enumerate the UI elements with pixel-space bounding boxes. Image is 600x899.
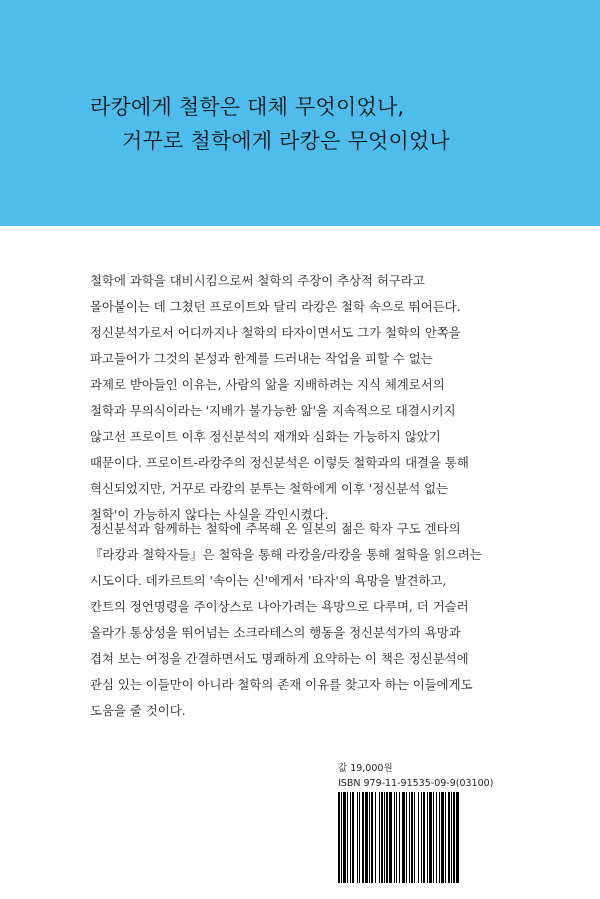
paragraph-line: 철학'이 가능하지 않다는 사실을 각인시켰다.	[90, 507, 329, 522]
paragraph-line: 때문이다. 프로이트-라캉주의 정신분석은 이렇듯 철학과의 대결을 통해	[90, 455, 469, 470]
price-label: 값 19,000원	[338, 763, 393, 774]
paragraph-line: 혁신되었지만, 거꾸로 라캉의 분투는 철학에게 이후 '정신분석 없는	[90, 481, 449, 496]
price-isbn-block	[338, 761, 493, 791]
description-paragraph-1	[90, 268, 530, 528]
isbn-label: ISBN 979-11-91535-09-9(03100)	[338, 778, 494, 789]
paragraph-line: 정신분석가로서 어디까지나 철학의 타자이면서도 그가 철학의 안쪽을	[90, 325, 461, 340]
paragraph-line: 관심 있는 이들만이 아니라 철학의 존재 이유를 찾고자 하는 이들에게도	[90, 677, 473, 692]
paragraph-line: 올라가 통상성을 뛰어넘는 소크라테스의 행동을 정신분석가의 욕망과	[90, 625, 461, 640]
paragraph-line: 철학에 과학을 대비시킴으로써 철학의 주장이 추상적 허구라고	[90, 273, 425, 288]
paragraph-line: 파고들어가 그것의 본성과 한계를 드러내는 작업을 피할 수 없는	[90, 351, 433, 366]
paragraph-line: 시도이다. 데카르트의 '속이는 신'에게서 '타자'의 욕망을 발견하고,	[90, 573, 447, 588]
paragraph-line: 않고선 프로이트 이후 정신분석의 재개와 심화는 가능하지 않았기	[90, 429, 441, 444]
headline-line-2: 거꾸로 철학에게 라캉은 무엇이었나	[122, 129, 450, 153]
barcode-icon	[338, 792, 506, 883]
paragraph-line: 칸트의 정언명령을 주이상스로 나아가려는 욕망으로 다루며, 더 거슬러	[90, 599, 469, 614]
paragraph-line: 정신분석과 함께하는 철학에 주목해 온 일본의 젊은 학자 구도 겐타의	[90, 521, 461, 536]
paragraph-line: 철학과 무의식이라는 '지배가 불가능한 앎'을 지속적으로 대결시키지	[90, 403, 456, 418]
paragraph-line: 겹쳐 보는 여정을 간결하면서도 명쾌하게 요약하는 이 책은 정신분석에	[90, 651, 469, 666]
paragraph-line: 도움을 줄 것이다.	[90, 703, 186, 718]
paragraph-line: 몰아붙이는 데 그쳤던 프로이트와 달리 라캉은 철학 속으로 뛰어든다.	[90, 299, 461, 314]
paragraph-line: 『라캉과 철학자들』은 철학을 통해 라캉을/라캉을 통해 철학을 읽으려는	[90, 547, 482, 562]
description-paragraph-2	[90, 516, 530, 724]
headline-line-1: 라캉에게 철학은 대체 무엇이었나,	[90, 95, 405, 119]
paragraph-line: 과제로 받아들인 이유는, 사람의 앎을 지배하려는 지식 체계로서의	[90, 377, 445, 392]
